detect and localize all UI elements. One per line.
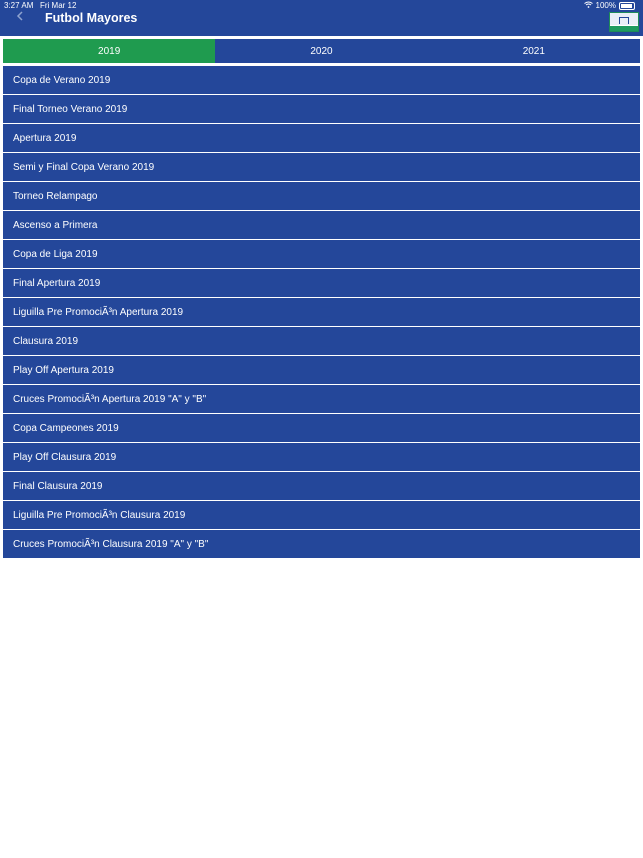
list-item[interactable]: Final Torneo Verano 2019 — [3, 95, 640, 124]
list-item[interactable]: Ascenso a Primera — [3, 211, 640, 240]
list-item[interactable]: Final Apertura 2019 — [3, 269, 640, 298]
tournament-list — [3, 66, 640, 558]
list-item[interactable]: Semi y Final Copa Verano 2019 — [3, 153, 640, 182]
status-time: 3:27 AM — [4, 1, 34, 10]
list-item[interactable]: Clausura 2019 — [3, 327, 640, 356]
battery-percent: 100% — [595, 1, 616, 10]
list-item[interactable]: Final Clausura 2019 — [3, 472, 640, 501]
battery-icon — [619, 2, 635, 10]
list-item[interactable]: Apertura 2019 — [3, 124, 640, 153]
list-item[interactable]: Cruces PromociÃ³n Apertura 2019 "A" y "B" — [3, 385, 640, 414]
logo-goal — [619, 17, 629, 24]
app-header — [0, 0, 643, 36]
list-item[interactable]: Liguilla Pre PromociÃ³n Apertura 2019 — [3, 298, 640, 327]
tab-2020[interactable]: 2020 — [310, 45, 333, 57]
tab-2019[interactable]: 2019 — [3, 39, 215, 63]
list-item[interactable]: Copa Campeones 2019 — [3, 414, 640, 443]
list-item[interactable]: Copa de Verano 2019 — [3, 66, 640, 95]
status-date: Fri Mar 12 — [40, 1, 77, 10]
list-item[interactable]: Liguilla Pre PromociÃ³n Clausura 2019 — [3, 501, 640, 530]
list-item[interactable]: Play Off Clausura 2019 — [3, 443, 640, 472]
year-tabs — [3, 39, 640, 63]
list-item[interactable]: Cruces PromociÃ³n Clausura 2019 "A" y "B" — [3, 530, 640, 558]
wifi-icon — [584, 1, 593, 10]
list-item[interactable]: Copa de Liga 2019 — [3, 240, 640, 269]
back-button[interactable] — [13, 10, 27, 24]
list-item[interactable]: Play Off Apertura 2019 — [3, 356, 640, 385]
logo-field — [610, 26, 638, 31]
status-indicators — [584, 1, 635, 10]
chevron-left-icon — [15, 11, 25, 21]
list-item[interactable]: Torneo Relampago — [3, 182, 640, 211]
tab-2021[interactable]: 2021 — [522, 45, 545, 57]
page-title: Futbol Mayores — [45, 11, 138, 25]
league-logo — [609, 12, 639, 32]
